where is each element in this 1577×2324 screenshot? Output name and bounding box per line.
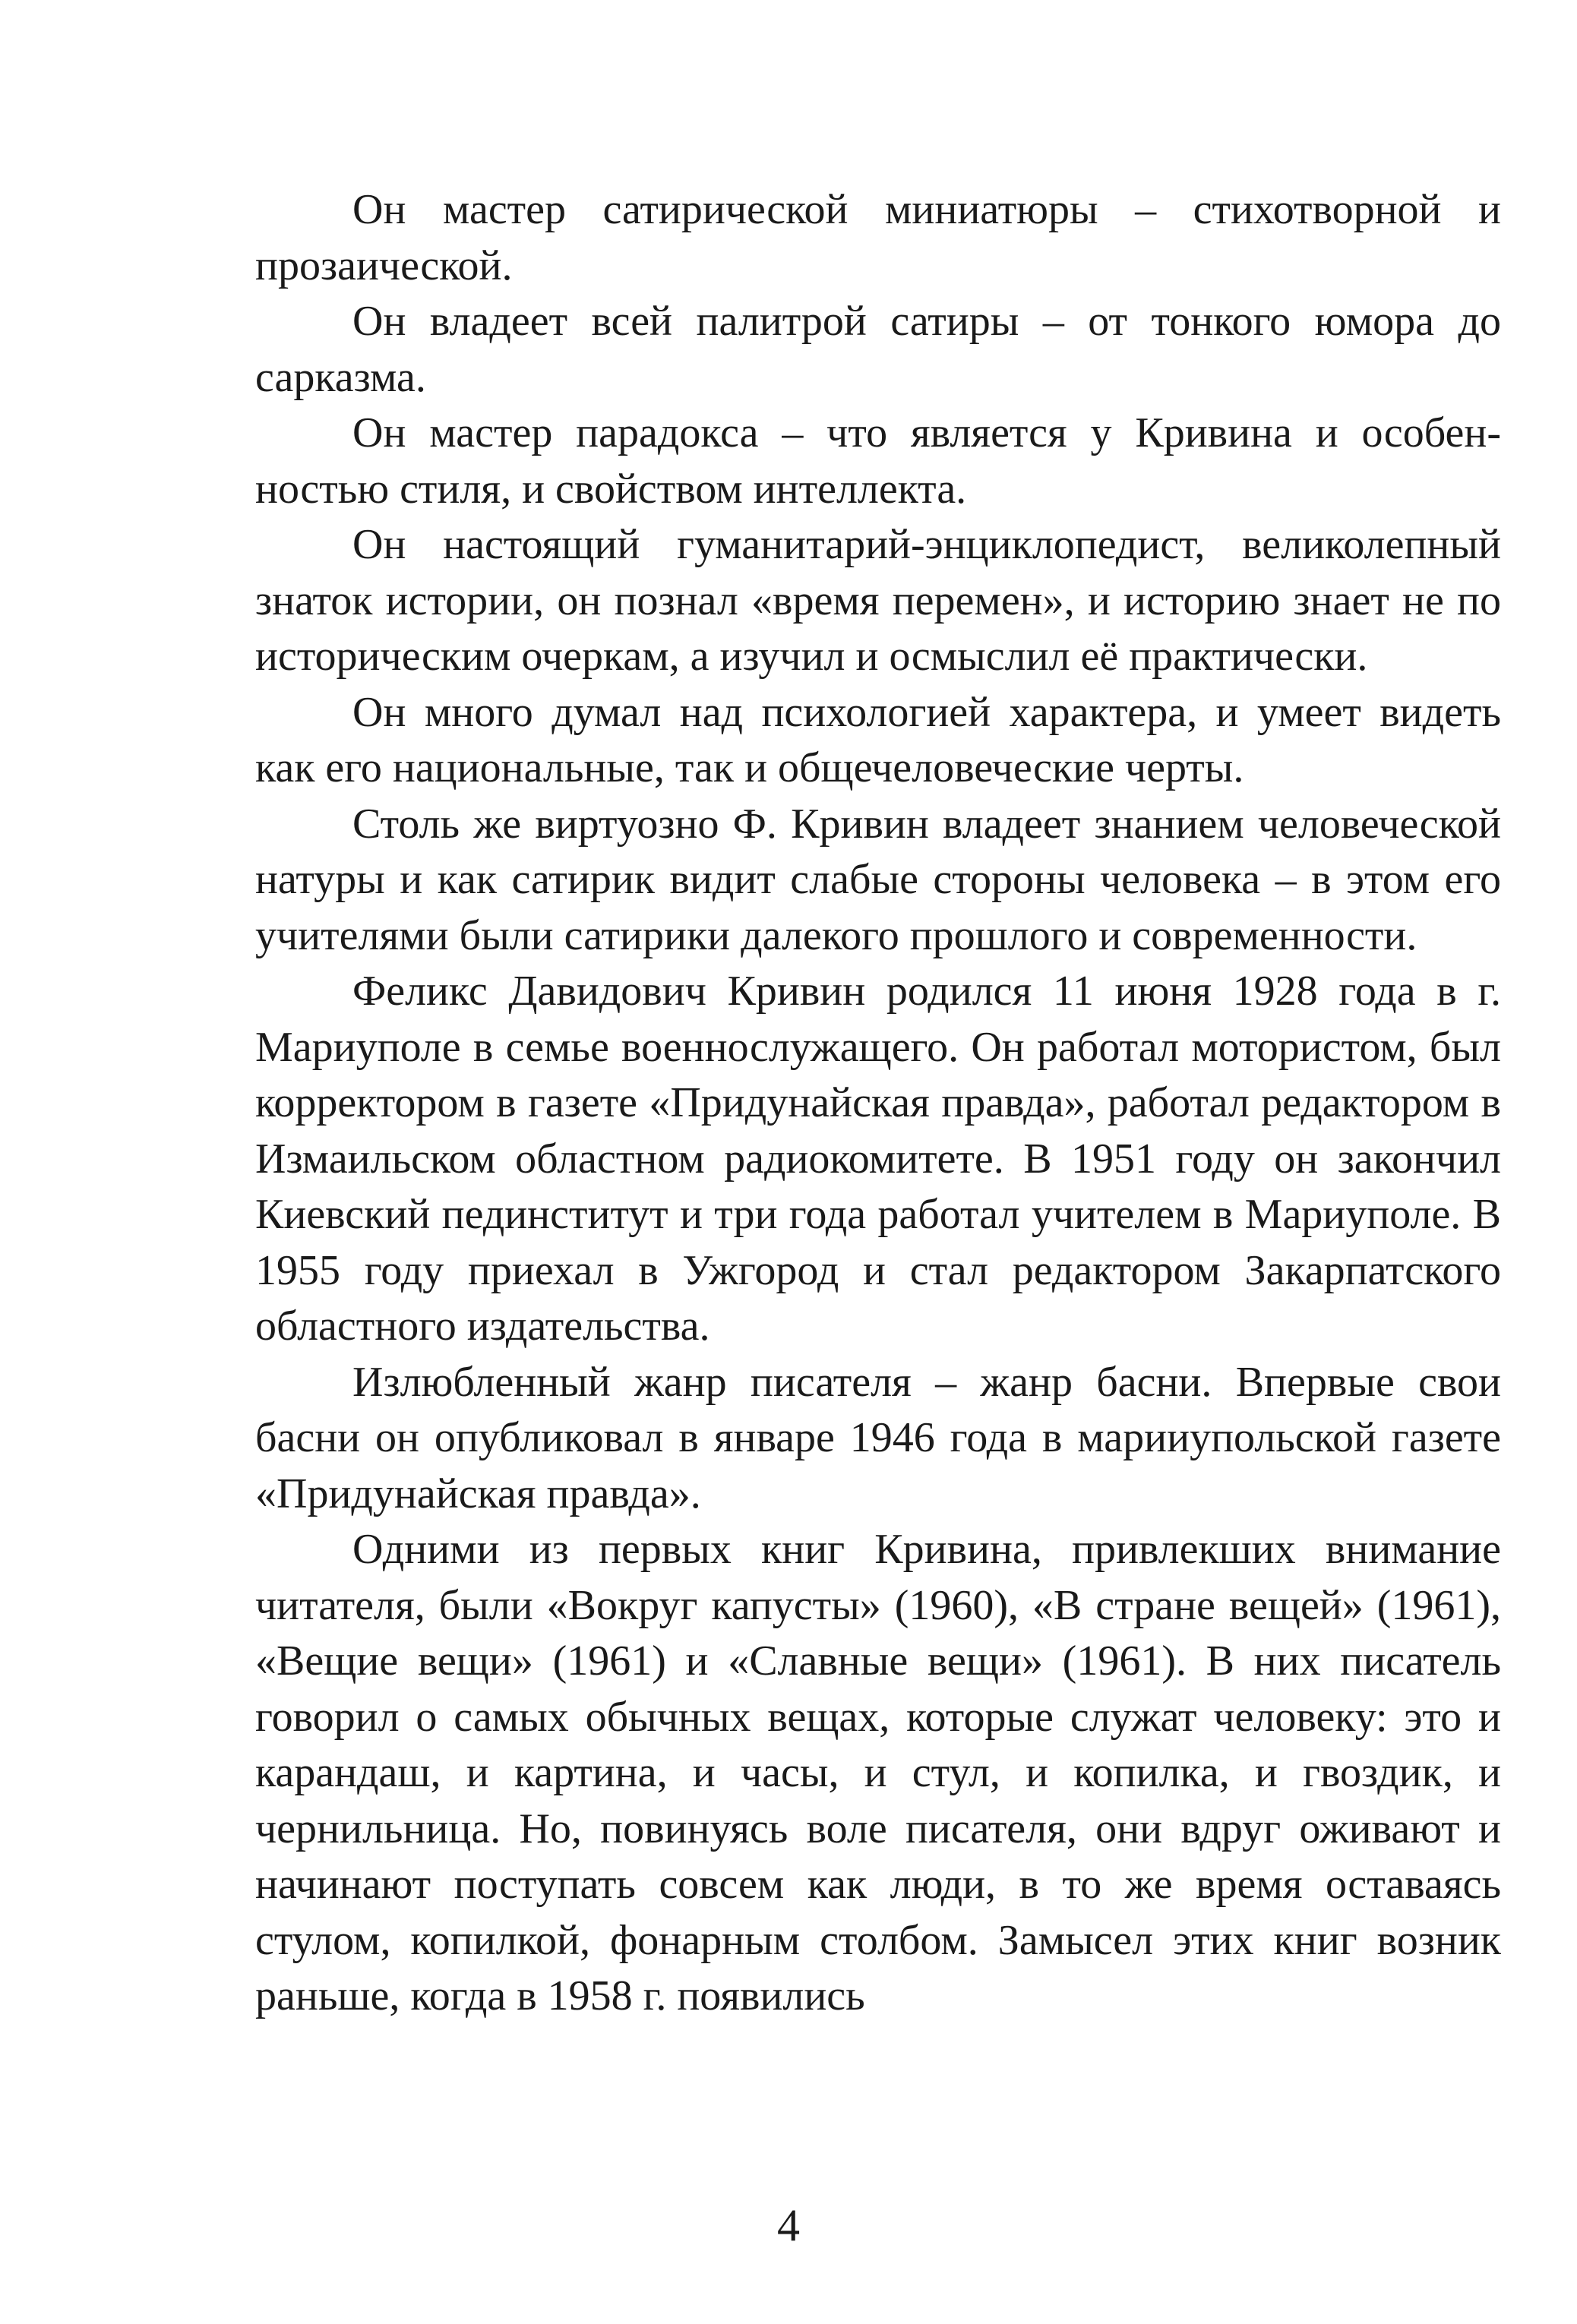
paragraph: Излюбленный жанр писателя – жанр басни. Впервые свои басни он опубликовал в январе 1946 года в марииупольской газете «Придунайская правда». — [255, 1358, 1501, 1517]
paragraph: Он настоящий гуманитарий-энциклопедист, великолепный знаток истории, он познал «время перемен», и историю знает не по историческим очеркам, а изучил и осмыслил её практически. — [255, 521, 1501, 680]
paragraph: Столь же виртуозно Ф. Кривин владеет знанием человеческой натуры и как сатирик видит слабые стороны человека – в этом его учителями были сатирики далекого прошлого и современности. — [255, 800, 1501, 959]
body-text — [255, 182, 1501, 2025]
paragraph: Он много думал над психологией характера, и умеет видеть как его национальные, так и общечеловеческие черты. — [255, 688, 1501, 791]
paragraph: Он мастер парадокса – что является у Кривина и особенностью стиля, и свойством интеллекта. — [255, 409, 1501, 513]
paragraph: Он владеет всей палитрой сатиры – от тонкого юмора до сарказма. — [255, 298, 1501, 401]
paragraph: Он мастер сатирической миниатюры – стихотворной и прозаической. — [255, 186, 1501, 289]
page-number: 4 — [777, 2200, 800, 2250]
paragraph: Одними из первых книг Кривина, привлекших внимание читателя, были «Вокруг капусты» (1960), «В стране вещей» (1961), «Вещие вещи» (1961) и «Славные вещи» (1961). В них писатель говорил о самых обычных вещах, которые служат человеку: это и карандаш, и картина, и часы, и стул, и копилка, и гвоздик, и чернильница. Но, повинуясь воле писателя, они вдруг оживают и начинают поступать совсем как люди, в то же время оставаясь стулом, копилкой, фонарным столбом. Замысел этих книг возник раньше, когда в 1958 г. появились — [255, 1526, 1501, 2019]
paragraph: Феликс Давидович Кривин родился 11 июня 1928 года в г. Мариуполе в семье военнослужащего. Он работал мотористом, был корректором в газете «Придунайская правда», работал редактором в Измаильском областном радиокомитете. В 1951 году он закончил Киевский пединститут и три года работал учителем в Мариуполе. В 1955 году приехал в Ужгород и стал редактором Закарпатского областного издательства. — [255, 968, 1501, 1350]
